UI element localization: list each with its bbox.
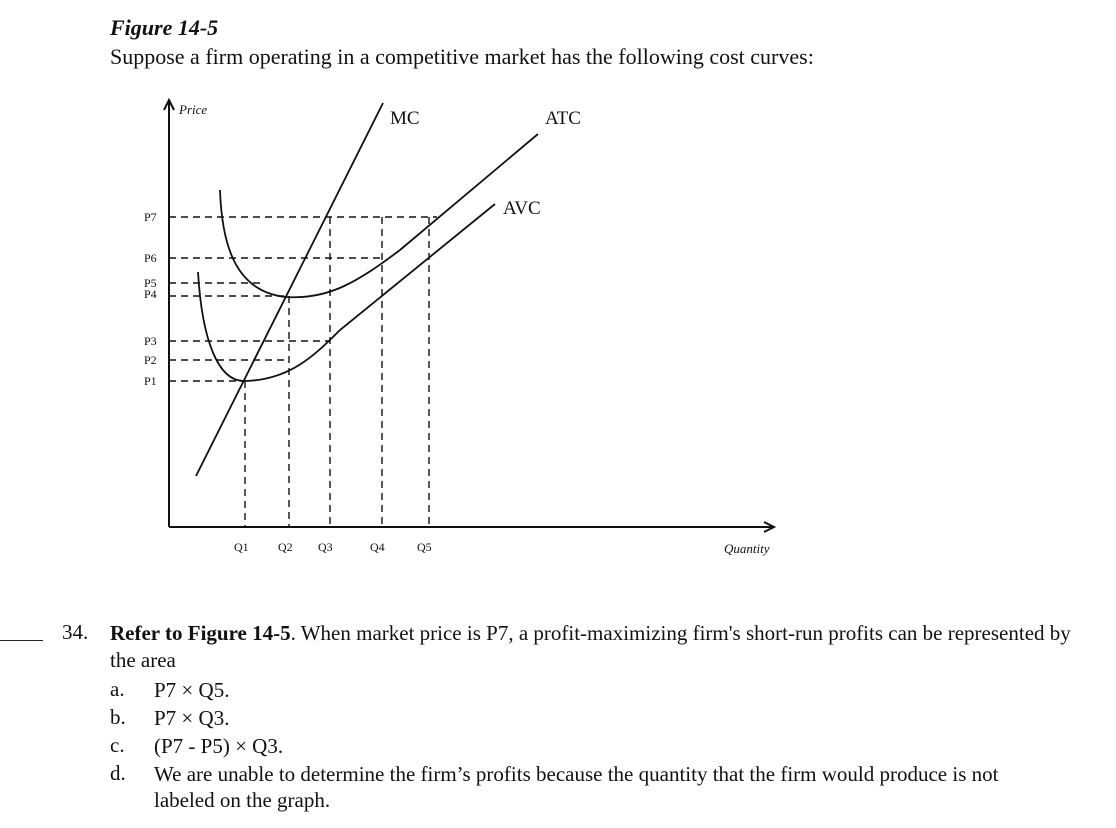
quantity-guides [245, 217, 429, 527]
q5-label: Q5 [417, 540, 432, 554]
axes [164, 100, 774, 532]
choice-c[interactable] [110, 733, 1014, 759]
figure-caption: Suppose a firm operating in a competitive market has the following cost curves: [110, 44, 814, 69]
question-number: 34. [62, 620, 89, 644]
p3-label: P3 [144, 334, 157, 348]
p7-label: P7 [144, 210, 157, 224]
mc-label: MC [390, 108, 420, 129]
question-text: . When market price is P7, a profit-maximizing firm's short-run profits can be represented by the area [110, 621, 1071, 672]
q3-label: Q3 [318, 540, 333, 554]
choice-letter: b. [110, 705, 126, 729]
x-axis-label: Quantity [724, 541, 770, 556]
choice-a[interactable] [110, 677, 1014, 703]
p1-label: P1 [144, 374, 157, 388]
choice-text: (P7 - P5) × Q3. [154, 734, 284, 758]
atc-curve [220, 134, 538, 297]
choice-letter: d. [110, 761, 126, 785]
question-stem [110, 620, 1100, 674]
figure-reference: Refer to Figure 14-5 [110, 621, 291, 645]
choice-text: We are unable to determine the firm’s profits because the quantity that the firm would produce is not labeled on the graph. [154, 762, 999, 812]
choice-letter: c. [110, 733, 125, 757]
p5-label: P5 [144, 276, 157, 290]
p2-label: P2 [144, 353, 157, 367]
q4-label: Q4 [370, 540, 385, 554]
price-labels [144, 210, 157, 388]
atc-label: ATC [545, 108, 581, 129]
choice-letter: a. [110, 677, 125, 701]
answer-blank[interactable] [0, 640, 43, 641]
quantity-labels [234, 540, 432, 554]
choice-text: P7 × Q3. [154, 706, 230, 730]
q2-label: Q2 [278, 540, 293, 554]
choice-d[interactable] [110, 761, 1014, 813]
figure-title: Figure 14-5 [110, 15, 219, 40]
choice-text: P7 × Q5. [154, 678, 230, 702]
price-guides [169, 217, 437, 381]
curves [196, 103, 538, 476]
p4-label: P4 [144, 287, 157, 301]
y-axis-label: Price [179, 102, 208, 117]
avc-label: AVC [503, 198, 541, 219]
choice-b[interactable] [110, 705, 1014, 731]
avc-curve [198, 204, 495, 381]
p6-label: P6 [144, 251, 157, 265]
q1-label: Q1 [234, 540, 249, 554]
